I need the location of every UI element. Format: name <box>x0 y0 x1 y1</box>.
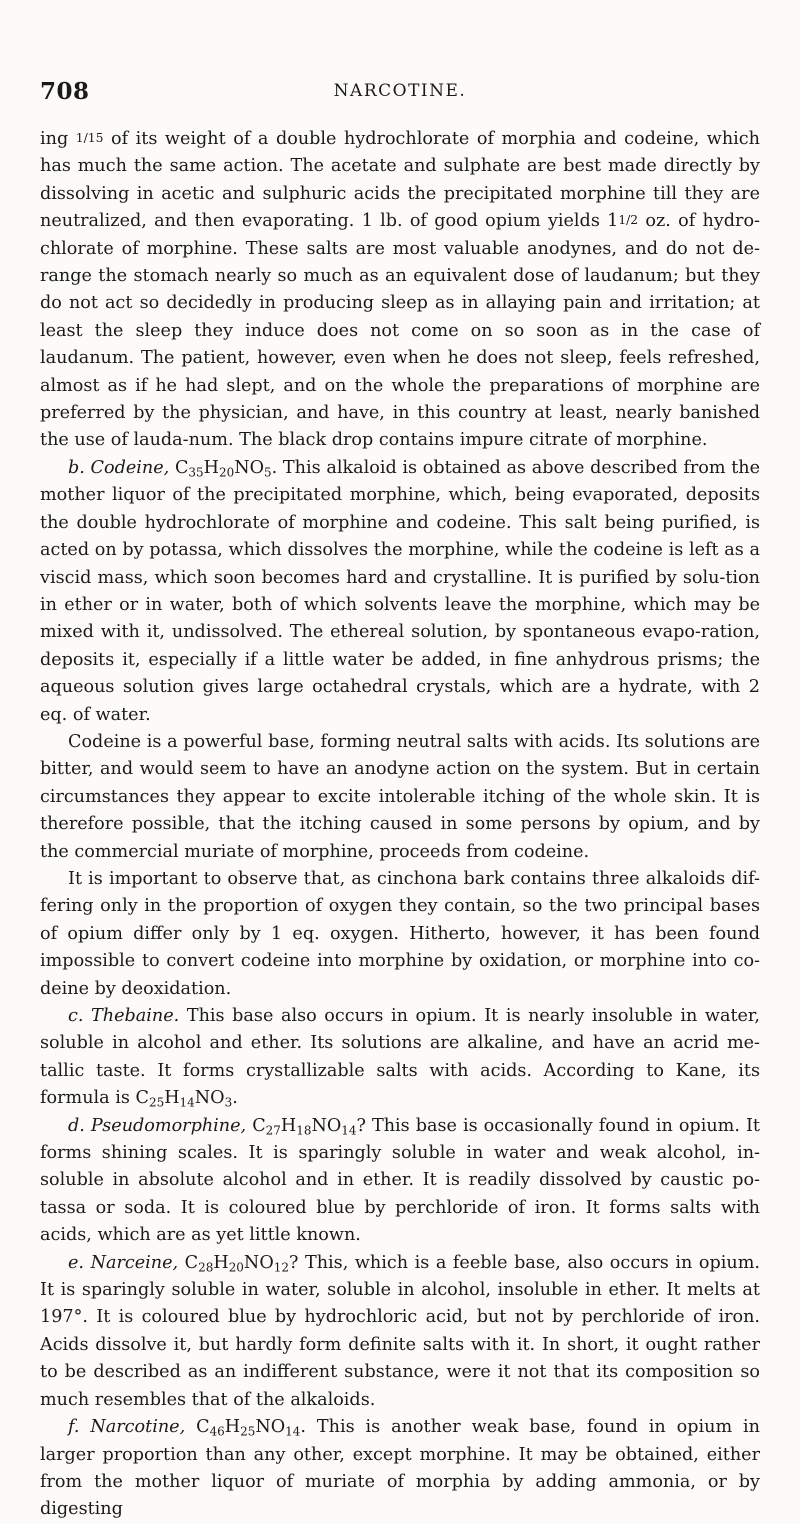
paragraph-pseudomorphine <box>40 1113 760 1250</box>
paragraph-morphine-salts <box>40 126 760 455</box>
text: of its weight of a double hydrochlorate of morphia and codeine, which has much the same action. The acetate and sulphate are best made directly by dissolving in acetic and sulphuric acids the precipitated morphine till they are neutralized, and then evaporating. 1 lb. of good opium yields 1 <box>40 129 760 232</box>
section-label: e. Narceine, <box>68 1252 179 1273</box>
text: oz. of hydro-chlorate of morphine. These salts are most valuable anodynes, and do not de-range the stomach nearly so much as an equivalent dose of laudanum; but they do not act so decidedly in producing sleep as in allaying pain and irritation; at least the sleep they induce does not come on so soon as in the case of laudanum. The patient, however, even when he does not sleep, feels refreshed, almost as if he had slept, and on the whole the preparations of morphine are preferred by the physician, and have, in this country at least, nearly banished the use of lauda-num. The black drop contains impure citrate of morphine. <box>40 211 760 451</box>
formula: $C_{28}H_{20}NO_{12}$? <box>184 1252 299 1275</box>
page-number: 708 <box>40 78 90 105</box>
page-body <box>40 126 760 1524</box>
paragraph-codeine-base: Codeine is a powerful base, forming neutral salts with acids. Its solutions are bitter, and would seem to have an anodyne action on the system. But in certain circumstances they appear to excite intolerable itching of the whole skin. It is therefore possible, that the itching caused in some persons by opium, and by the commercial muriate of morphine, proceeds from codeine. <box>40 731 760 862</box>
paragraph-narcotine <box>40 1414 760 1524</box>
formula: $C_{27}H_{18}NO_{14}$? <box>252 1115 366 1138</box>
paragraph-cinchona: It is important to observe that, as cinchona bark contains three alkaloids dif-fering only in the proportion of oxygen they contain, so the two principal bases of opium differ only by 1 eq. oxygen. Hitherto, however, it has been found impossible to convert codeine into morphine by oxidation, or morphine into co-deine by deoxidation. <box>40 868 760 999</box>
fraction: 1/2 <box>618 213 639 228</box>
text: This base is occasionally found in opium. It forms shining scales. It is sparingly soluble in water and weak alcohol, in-soluble in absolute alcohol and in ether. It is readily dissolved by caustic po-tassa or soda. It is coloured blue by perchloride of iron. It forms salts with acids, which are as yet little known. <box>40 1115 760 1246</box>
section-label: f. Narcotine, <box>68 1417 186 1438</box>
paragraph-thebaine <box>40 1003 760 1113</box>
section-label: d. Pseudomorphine, <box>68 1115 247 1136</box>
text: This alkaloid is obtained as above described from the mother liquor of the precipitated morphine, which, being evaporated, deposits the double hydrochlorate of morphine and codeine. This salt being purified, is acted on by potassa, which dissolves the morphine, while the codeine is left as a viscid mass, which soon becomes hard and crystalline. It is purified by solu-tion in ether or in water, both of which solvents leave the morphine, which may be mixed with it, undissolved. The ethereal solution, by spontaneous evapo-ration, deposits it, especially if a little water be added, in fine anhydrous prisms; the aqueous solution gives large octahedral crystals, which are a hydrate, with 2 eq. of water. <box>40 457 761 725</box>
text: This is another weak base, found in opium in larger proportion than any other, except morphine. It may be obtained, either from the mother liquor of muriate of morphia by adding ammonia, or by digesting <box>40 1417 761 1520</box>
paragraph-codeine <box>40 455 760 729</box>
section-label: b. Codeine, <box>68 457 170 478</box>
text: ing <box>40 129 76 149</box>
running-title: NARCOTINE. <box>333 81 467 101</box>
section-label: c. Thebaine. <box>68 1006 180 1026</box>
paragraph-narceine <box>40 1250 760 1414</box>
page-header <box>40 78 760 112</box>
formula: $C_{25}H_{14}NO_3$. <box>135 1088 238 1110</box>
formula: $C_{35}H_{20}NO_5$. <box>174 457 278 480</box>
text: This, which is a feeble base, also occurs in opium. It is sparingly soluble in water, soluble in alcohol, insoluble in ether. It melts at 197°. It is coloured blue by hydrochloric acid, but not by perchloride of iron. Acids dissolve it, but hardly form definite salts with it. In short, it ought rather to be described as an indifferent substance, were it not that its composition so much resembles that of the alkaloids. <box>40 1252 760 1410</box>
formula: $C_{46}H_{25}NO_{14}$. <box>196 1417 306 1439</box>
text: This base also occurs in opium. It is nearly insoluble in water, soluble in alcohol and ether. Its solutions are alkaline, and have an acrid me-tallic taste. It forms crystallizable salts with acids. According to Kane, its formula is <box>40 1006 760 1109</box>
fraction: 1/15 <box>75 131 104 146</box>
